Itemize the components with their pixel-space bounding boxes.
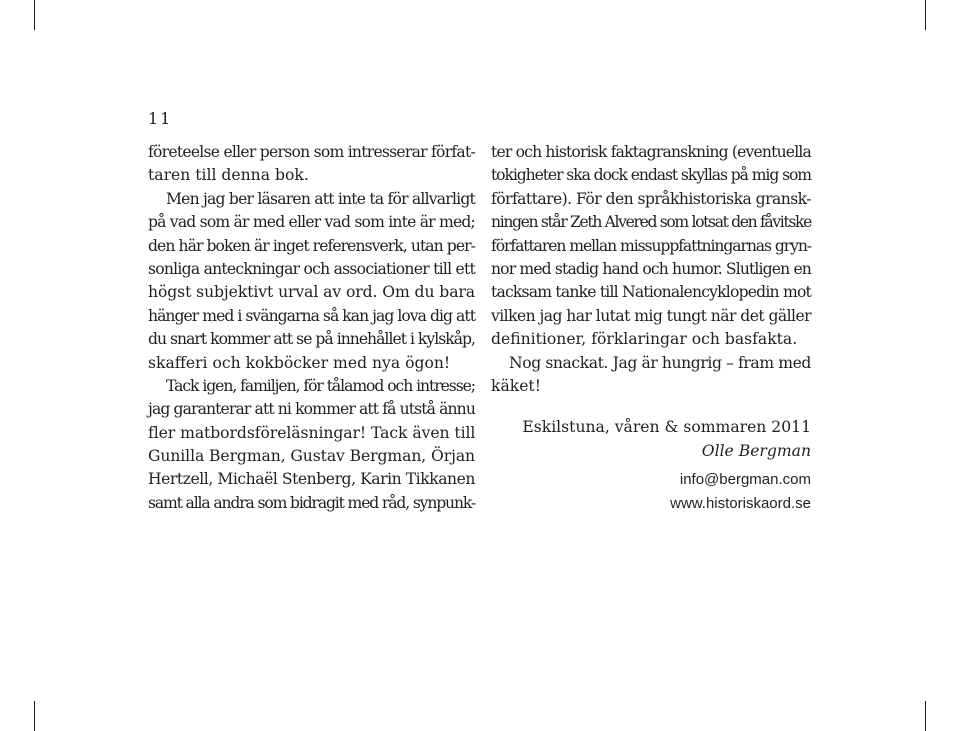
right-text-column bbox=[491, 141, 811, 398]
text-line: tacksam tanke till Nationalencyklopedin mot bbox=[491, 283, 811, 302]
text-line: fler matbordsföreläsningar! Tack även till bbox=[148, 423, 476, 442]
author-name: Olle Bergman bbox=[701, 442, 811, 460]
text-line: Hertzell, Michaël Stenberg, Karin Tikkanen bbox=[148, 470, 475, 489]
text-line: Men jag ber läsaren att inte ta för allvarligt bbox=[166, 189, 475, 208]
text-line: jag garanterar att ni kommer att få utstå ännu bbox=[148, 400, 475, 419]
text-line: Tack igen, familjen, för tålamod och intresse; bbox=[166, 376, 476, 395]
text-line: ningen står Zeth Alvered som lotsat den fåvitske bbox=[491, 213, 811, 232]
text-line: den här boken är inget referensverk, utan per- bbox=[148, 236, 475, 255]
text-line: Gunilla Bergman, Gustav Bergman, Örjan bbox=[148, 447, 475, 466]
text-line: taren till denna bok. bbox=[148, 166, 309, 185]
text-line: tokigheter ska dock endast skyllas på mig som bbox=[491, 166, 812, 185]
text-line: skafferi och kokböcker med nya ögon! bbox=[148, 353, 451, 372]
place-and-date: Eskilstuna, våren & sommaren 2011 bbox=[522, 418, 811, 436]
website-url: www.historiskaord.se bbox=[670, 495, 811, 512]
crop-mark-bottom-left bbox=[34, 701, 35, 731]
text-line: samt alla andra som bidragit med råd, synpunk- bbox=[148, 493, 475, 512]
contact-email: info@bergman.com bbox=[679, 471, 811, 488]
text-line: på vad som är med eller vad som inte är med; bbox=[148, 213, 475, 232]
text-line: ter och historisk faktagranskning (eventuella bbox=[491, 143, 811, 161]
text-line: definitioner, förklaringar och basfakta. bbox=[491, 330, 798, 349]
text-line: företeelse eller person som intresserar förfat- bbox=[148, 143, 475, 161]
text-line: hänger med i svängarna så kan jag lova dig att bbox=[148, 306, 475, 325]
left-text-column bbox=[148, 141, 475, 515]
text-line: du snart kommer att se på innehållet i kylskåp, bbox=[148, 330, 475, 349]
text-line: käket! bbox=[491, 376, 541, 395]
crop-mark-top-left bbox=[34, 0, 35, 30]
crop-mark-top-right bbox=[925, 0, 926, 30]
text-line: Nog snackat. Jag är hungrig – fram med bbox=[509, 353, 811, 372]
text-line: sonliga anteckningar och associationer till ett bbox=[148, 259, 475, 278]
page-number: 11 bbox=[148, 109, 173, 128]
text-line: vilken jag har lutat mig tungt när det gäller bbox=[491, 306, 811, 325]
text-line: högst subjektivt urval av ord. Om du bara bbox=[148, 283, 475, 302]
crop-mark-bottom-right bbox=[925, 701, 926, 731]
text-line: författaren mellan missuppfattningarnas gryn- bbox=[491, 236, 811, 255]
text-line: nor med stadig hand och humor. Slutligen en bbox=[491, 259, 811, 278]
text-line: författare). För den språkhistoriska gransk- bbox=[491, 189, 811, 208]
